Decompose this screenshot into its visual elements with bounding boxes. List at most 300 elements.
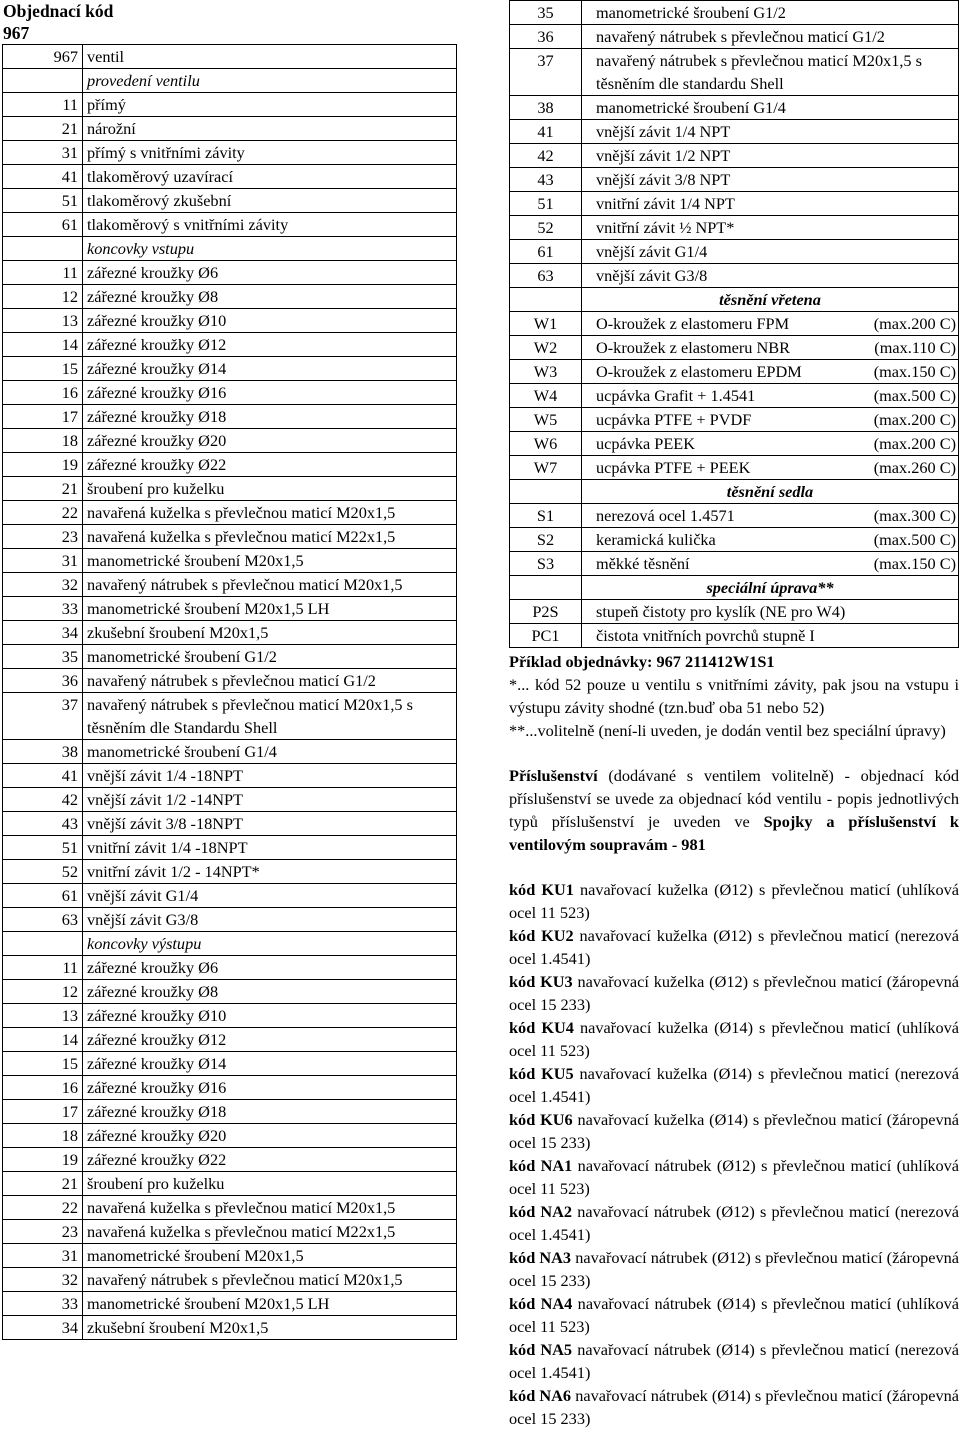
description-text: manometrické šroubení G1/2 [596, 3, 786, 22]
max-temperature: (max.500 C) [873, 530, 956, 549]
description-cell [83, 860, 457, 884]
section-spacer [3, 237, 83, 261]
description-cell [83, 788, 457, 812]
table-row [510, 192, 959, 216]
description-cell [83, 980, 457, 1004]
description-text: tlakoměrový s vnitřními závity [87, 215, 289, 234]
description-cell [83, 1292, 457, 1316]
description-cell [83, 669, 457, 693]
code-cell: 16 [3, 381, 83, 405]
accessory-code: kód KU6 [509, 1110, 573, 1129]
accessory-item [509, 878, 959, 924]
code-cell: 37 [3, 693, 83, 740]
code-cell: 52 [3, 860, 83, 884]
table-row [510, 216, 959, 240]
table-row [510, 360, 959, 384]
code-cell: 21 [3, 477, 83, 501]
description-cell [582, 552, 959, 576]
description-cell [83, 429, 457, 453]
description-cell [582, 49, 959, 96]
table-row [3, 908, 457, 932]
description-cell [83, 1076, 457, 1100]
table-row [3, 1076, 457, 1100]
description-cell [582, 264, 959, 288]
code-cell: 32 [3, 1268, 83, 1292]
code-cell: 36 [510, 25, 582, 49]
description-text: navařený nátrubek s převlečnou maticí M20x1,5 s těsněním dle Standardu Shell [87, 695, 413, 737]
accessory-item [509, 1154, 959, 1200]
table-row [3, 1100, 457, 1124]
table-row [510, 456, 959, 480]
description-cell [582, 504, 959, 528]
description-cell [83, 1100, 457, 1124]
accessory-code: kód NA5 [509, 1340, 573, 1359]
table-row [510, 49, 959, 96]
table-row [3, 141, 457, 165]
code-cell: 13 [3, 309, 83, 333]
description-cell [582, 312, 959, 336]
table-row [3, 836, 457, 860]
description-cell [83, 573, 457, 597]
code-cell: 61 [3, 884, 83, 908]
section-heading: těsnění sedla [582, 480, 959, 504]
description-cell [83, 357, 457, 381]
order-code-number: 967 [3, 23, 30, 43]
accessory-code: kód NA1 [509, 1156, 573, 1175]
code-cell: 11 [3, 956, 83, 980]
accessory-item [509, 1384, 959, 1430]
table-row [510, 528, 959, 552]
description-cell [582, 600, 959, 624]
table-row [3, 1028, 457, 1052]
description-text: ucpávka PTFE + PEEK [596, 458, 751, 477]
description-cell [83, 165, 457, 189]
table-row [510, 504, 959, 528]
table-row [3, 405, 457, 429]
accessory-code: kód NA6 [509, 1386, 572, 1405]
description-cell [582, 528, 959, 552]
table-row [3, 213, 457, 237]
description-text: vnější závit G1/4 [596, 242, 708, 261]
description-text: zářezné kroužky Ø6 [87, 263, 219, 282]
table-row [510, 25, 959, 49]
code-cell: 34 [3, 621, 83, 645]
table-row [510, 1, 959, 25]
accessory-description: navařovací kuželka (Ø14) s převlečnou maticí (uhlíková ocel 11 523) [509, 1018, 959, 1060]
left-section-row [3, 69, 457, 93]
table-row [510, 144, 959, 168]
description-cell [83, 740, 457, 764]
code-cell: 61 [510, 240, 582, 264]
code-cell: 967 [3, 45, 83, 69]
code-cell: 23 [3, 1220, 83, 1244]
accessory-item [509, 924, 959, 970]
description-text: vnitřní závit 1/2 - 14NPT* [87, 862, 260, 881]
description-cell [83, 261, 457, 285]
description-text: navařená kuželka s převlečnou maticí M22x1,5 [87, 527, 396, 546]
accessory-item [509, 1338, 959, 1384]
description-text: zářezné kroužky Ø8 [87, 287, 219, 306]
code-cell: 34 [3, 1316, 83, 1340]
code-cell: 61 [3, 213, 83, 237]
accessory-description: navařovací nátrubek (Ø12) s převlečnou maticí (nerezová ocel 1.4541) [509, 1202, 959, 1244]
code-cell: 38 [510, 96, 582, 120]
description-cell [582, 624, 959, 648]
description-text: manometrické šroubení G1/4 [596, 98, 786, 117]
description-text: vnější závit 1/4 -18NPT [87, 766, 244, 785]
description-cell [83, 764, 457, 788]
description-cell [582, 240, 959, 264]
description-text: tlakoměrový uzavírací [87, 167, 234, 186]
accessory-item [509, 1292, 959, 1338]
table-row [3, 117, 457, 141]
code-cell: 31 [3, 141, 83, 165]
code-cell: 51 [3, 189, 83, 213]
description-text: zářezné kroužky Ø22 [87, 455, 227, 474]
description-text: navařený nátrubek s převlečnou maticí G1/2 [596, 27, 885, 46]
right-section-row [510, 576, 959, 600]
description-cell [83, 117, 457, 141]
description-cell [83, 812, 457, 836]
accessory-description: navařovací nátrubek (Ø12) s převlečnou maticí (žáropevná ocel 15 233) [509, 1248, 959, 1290]
description-cell [83, 1028, 457, 1052]
table-row [3, 1172, 457, 1196]
table-row [3, 285, 457, 309]
table-row [3, 740, 457, 764]
code-cell: 42 [510, 144, 582, 168]
code-cell: 15 [3, 1052, 83, 1076]
table-row [3, 884, 457, 908]
code-cell: 22 [3, 1196, 83, 1220]
max-temperature: (max.200 C) [873, 434, 956, 453]
max-temperature: (max.200 C) [873, 410, 956, 429]
table-row [3, 1124, 457, 1148]
table-row [3, 549, 457, 573]
accessory-code: kód NA3 [509, 1248, 572, 1267]
accessory-code: kód KU1 [509, 880, 574, 899]
table-row [3, 980, 457, 1004]
table-row [3, 429, 457, 453]
max-temperature: (max.200 C) [873, 314, 956, 333]
accessory-description: navařovací nátrubek (Ø14) s převlečnou maticí (uhlíková ocel 11 523) [509, 1294, 959, 1336]
table-row [3, 597, 457, 621]
accessory-item [509, 1246, 959, 1292]
section-spacer [3, 69, 83, 93]
description-text: ucpávka Grafit + 1.4541 [596, 386, 756, 405]
order-code-title: Objednací kód [3, 1, 114, 21]
code-cell: 32 [3, 573, 83, 597]
table-row [3, 93, 457, 117]
description-text: vnější závit G3/8 [87, 910, 199, 929]
description-text: přímý s vnitřními závity [87, 143, 245, 162]
accessories-paragraph [509, 764, 959, 856]
code-cell: 43 [3, 812, 83, 836]
description-text: zářezné kroužky Ø18 [87, 407, 227, 426]
description-cell [83, 381, 457, 405]
table-row [3, 1244, 457, 1268]
description-text: zářezné kroužky Ø14 [87, 1054, 227, 1073]
description-cell [83, 645, 457, 669]
description-cell [83, 525, 457, 549]
left-section-row [3, 237, 457, 261]
table-row [510, 600, 959, 624]
section-spacer [510, 576, 582, 600]
description-text: zářezné kroužky Ø18 [87, 1102, 227, 1121]
section-spacer [510, 480, 582, 504]
table-row [3, 1316, 457, 1340]
description-cell [83, 908, 457, 932]
description-cell [83, 549, 457, 573]
description-cell [83, 884, 457, 908]
description-text: zářezné kroužky Ø6 [87, 958, 219, 977]
description-cell [83, 836, 457, 860]
description-text: manometrické šroubení M20x1,5 LH [87, 1294, 330, 1313]
description-text: vnější závit 1/4 NPT [596, 122, 731, 141]
code-cell: 52 [510, 216, 582, 240]
section-heading: speciální úprava** [582, 576, 959, 600]
description-cell [83, 1244, 457, 1268]
code-cell: S2 [510, 528, 582, 552]
accessory-description: navařovací kuželka (Ø12) s převlečnou maticí (žáropevná ocel 15 233) [509, 972, 959, 1014]
accessory-description: navařovací kuželka (Ø14) s převlečnou maticí (nerezová ocel 1.4541) [509, 1064, 959, 1106]
code-cell: W4 [510, 384, 582, 408]
code-cell: 43 [510, 168, 582, 192]
code-cell: 19 [3, 453, 83, 477]
code-cell: 23 [3, 525, 83, 549]
code-cell: 11 [3, 93, 83, 117]
table-row [3, 1148, 457, 1172]
code-cell: 33 [3, 1292, 83, 1316]
table-row [510, 408, 959, 432]
description-cell [83, 1268, 457, 1292]
description-text: vnitřní závit 1/4 -18NPT [87, 838, 248, 857]
description-text: přímý [87, 95, 126, 114]
description-text: O-kroužek z elastomeru NBR [596, 338, 790, 357]
code-cell: S3 [510, 552, 582, 576]
code-cell: W1 [510, 312, 582, 336]
table-row [3, 1268, 457, 1292]
table-row [3, 45, 457, 69]
accessory-description: navařovací kuželka (Ø12) s převlečnou maticí (nerezová ocel 1.4541) [509, 926, 959, 968]
code-cell: 14 [3, 1028, 83, 1052]
description-cell [582, 144, 959, 168]
description-text: nárožní [87, 119, 136, 138]
max-temperature: (max.300 C) [873, 506, 956, 525]
order-example: Příklad objednávky: 967 211412W1S1 [509, 652, 775, 671]
description-text: vnější závit 3/8 -18NPT [87, 814, 244, 833]
notes-block [509, 650, 959, 742]
table-row [510, 384, 959, 408]
table-row [3, 501, 457, 525]
description-cell [582, 120, 959, 144]
table-row [510, 240, 959, 264]
table-row [510, 312, 959, 336]
max-temperature: (max.500 C) [873, 386, 956, 405]
description-text: vnější závit G1/4 [87, 886, 199, 905]
table-row [3, 573, 457, 597]
table-row [510, 168, 959, 192]
description-text: navařená kuželka s převlečnou maticí M20x1,5 [87, 503, 396, 522]
description-text: vnější závit 1/2 -14NPT [87, 790, 244, 809]
code-cell: W7 [510, 456, 582, 480]
description-text: navařená kuželka s převlečnou maticí M20x1,5 [87, 1198, 396, 1217]
description-cell [83, 309, 457, 333]
table-row [3, 764, 457, 788]
accessories-ref: Spojky a příslušenství k ventilovým soupravám - 981 [509, 812, 959, 854]
description-cell [582, 432, 959, 456]
accessory-description: navařovací kuželka (Ø14) s převlečnou maticí (žáropevná ocel 15 233) [509, 1110, 959, 1152]
accessory-code: kód NA2 [509, 1202, 573, 1221]
accessory-description: navařovací kuželka (Ø12) s převlečnou maticí (uhlíková ocel 11 523) [509, 880, 959, 922]
description-cell [83, 45, 457, 69]
code-cell: W2 [510, 336, 582, 360]
left-code-table [2, 44, 457, 1340]
description-cell [83, 621, 457, 645]
description-cell [83, 1172, 457, 1196]
description-text: stupeň čistoty pro kyslík (NE pro W4) [596, 602, 846, 621]
right-section-row [510, 480, 959, 504]
description-text: ventil [87, 47, 125, 66]
right-code-table [509, 0, 959, 648]
accessory-item [509, 1016, 959, 1062]
accessory-code: kód KU5 [509, 1064, 574, 1083]
code-cell: 41 [3, 165, 83, 189]
description-cell [83, 333, 457, 357]
code-cell: 37 [510, 49, 582, 96]
table-row [3, 1220, 457, 1244]
description-text: vnější závit 1/2 NPT [596, 146, 731, 165]
table-row [3, 669, 457, 693]
description-text: manometrické šroubení M20x1,5 [87, 551, 304, 570]
code-cell: 63 [510, 264, 582, 288]
code-cell: W6 [510, 432, 582, 456]
description-text: zářezné kroužky Ø12 [87, 1030, 227, 1049]
max-temperature: (max.110 C) [874, 338, 956, 357]
section-heading: koncovky výstupu [83, 932, 457, 956]
description-cell [582, 360, 959, 384]
code-cell: 21 [3, 117, 83, 141]
code-cell: 21 [3, 1172, 83, 1196]
section-spacer [3, 932, 83, 956]
description-text: ucpávka PEEK [596, 434, 696, 453]
accessories-title: Příslušenství [509, 766, 598, 785]
code-cell: 18 [3, 429, 83, 453]
description-text: O-kroužek z elastomeru EPDM [596, 362, 802, 381]
code-cell: 31 [3, 1244, 83, 1268]
description-cell [582, 192, 959, 216]
section-heading: koncovky vstupu [83, 237, 457, 261]
code-cell: 16 [3, 1076, 83, 1100]
table-row [3, 333, 457, 357]
description-text: zářezné kroužky Ø8 [87, 982, 219, 1001]
description-cell [83, 93, 457, 117]
code-cell: W3 [510, 360, 582, 384]
description-cell [582, 1, 959, 25]
left-column [2, 0, 457, 1340]
description-cell [83, 1220, 457, 1244]
description-text: navařená kuželka s převlečnou maticí M22x1,5 [87, 1222, 396, 1241]
max-temperature: (max.150 C) [873, 362, 956, 381]
code-cell: W5 [510, 408, 582, 432]
description-cell [83, 1316, 457, 1340]
description-text: vnější závit G3/8 [596, 266, 708, 285]
right-column [509, 0, 959, 1430]
description-cell [582, 384, 959, 408]
description-cell [582, 25, 959, 49]
table-row [3, 477, 457, 501]
description-text: zářezné kroužky Ø12 [87, 335, 227, 354]
accessory-description: navařovací nátrubek (Ø14) s převlečnou maticí (nerezová ocel 1.4541) [509, 1340, 959, 1382]
description-text: šroubení pro kuželku [87, 1174, 225, 1193]
accessory-code: kód KU4 [509, 1018, 574, 1037]
description-text: tlakoměrový zkušební [87, 191, 232, 210]
accessories-text: (dodávané s ventilem volitelně) - objednací kód příslušenství se uvede za objednací kód ventilu - popis jednotlivých typů příslušenství je uveden ve [509, 766, 959, 831]
table-row [3, 645, 457, 669]
description-text: manometrické šroubení M20x1,5 LH [87, 599, 330, 618]
description-text: zářezné kroužky Ø20 [87, 431, 227, 450]
description-text: zářezné kroužky Ø14 [87, 359, 227, 378]
description-cell [83, 501, 457, 525]
code-cell: 51 [510, 192, 582, 216]
accessory-code-list [509, 878, 959, 1430]
table-row [3, 1004, 457, 1028]
description-text: keramická kulička [596, 530, 716, 549]
table-row [510, 96, 959, 120]
description-text: navařený nátrubek s převlečnou maticí M20x1,5 [87, 1270, 403, 1289]
table-row [510, 432, 959, 456]
table-row [510, 552, 959, 576]
code-cell: 41 [510, 120, 582, 144]
right-section-row [510, 288, 959, 312]
description-text: zářezné kroužky Ø20 [87, 1126, 227, 1145]
accessory-item [509, 1062, 959, 1108]
accessory-item [509, 970, 959, 1016]
description-cell [83, 477, 457, 501]
table-row [510, 624, 959, 648]
accessory-item [509, 1108, 959, 1154]
description-text: zářezné kroužky Ø16 [87, 383, 227, 402]
table-row [3, 165, 457, 189]
description-text: zářezné kroužky Ø10 [87, 311, 227, 330]
code-cell: 35 [510, 1, 582, 25]
description-text: vnější závit 3/8 NPT [596, 170, 731, 189]
table-row [3, 956, 457, 980]
description-cell [83, 285, 457, 309]
table-row [3, 812, 457, 836]
accessory-code: kód KU3 [509, 972, 573, 991]
description-cell [582, 96, 959, 120]
table-row [3, 525, 457, 549]
max-temperature: (max.150 C) [873, 554, 956, 573]
code-cell: 11 [3, 261, 83, 285]
description-cell [83, 1196, 457, 1220]
description-text: vnitřní závit ½ NPT* [596, 218, 735, 237]
code-cell: 41 [3, 764, 83, 788]
table-row [3, 1292, 457, 1316]
note-2: **...volitelně (není-li uveden, je dodán ventil bez speciální úpravy) [509, 721, 946, 740]
accessory-item [509, 1200, 959, 1246]
accessory-description: navařovací nátrubek (Ø12) s převlečnou maticí (uhlíková ocel 11 523) [509, 1156, 959, 1198]
description-text: manometrické šroubení G1/2 [87, 647, 277, 666]
description-text: manometrické šroubení M20x1,5 [87, 1246, 304, 1265]
table-row [3, 189, 457, 213]
code-cell: 63 [3, 908, 83, 932]
code-cell: P2S [510, 600, 582, 624]
description-cell [83, 1052, 457, 1076]
code-cell: 18 [3, 1124, 83, 1148]
description-text: čistota vnitřních povrchů stupně I [596, 626, 815, 645]
section-heading: těsnění vřetena [582, 288, 959, 312]
